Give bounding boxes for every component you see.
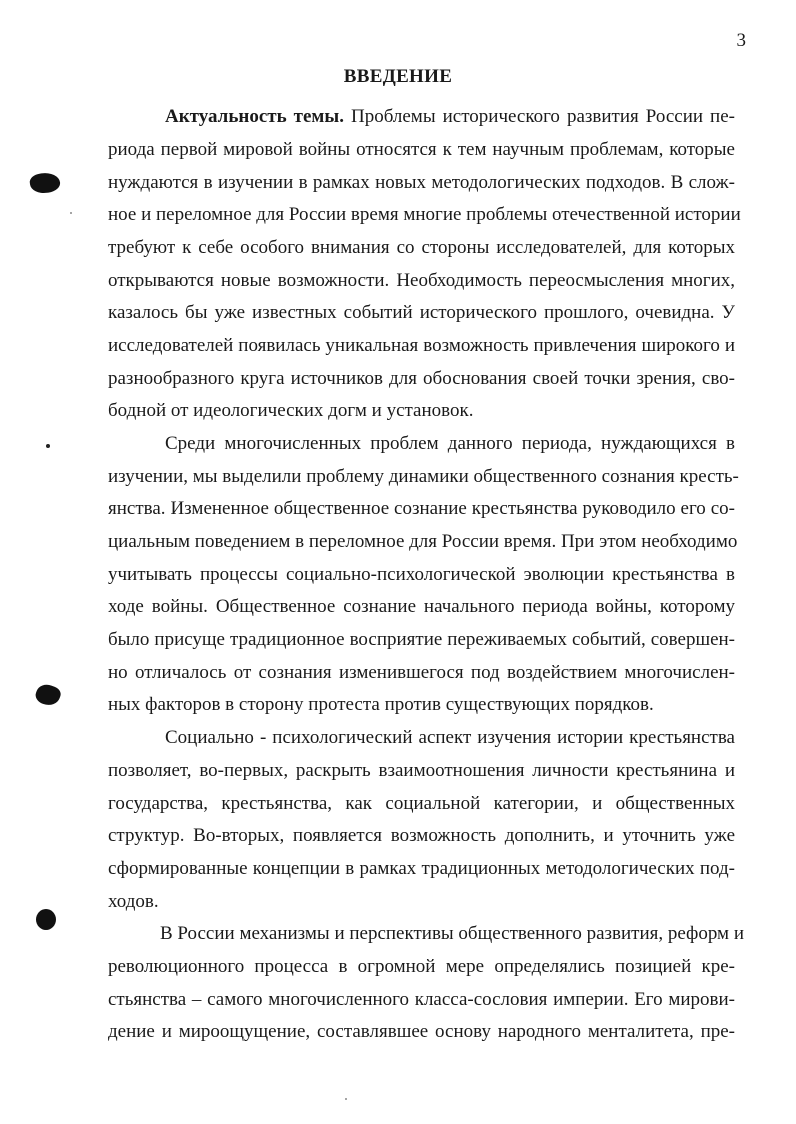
scan-mark — [33, 681, 62, 708]
text-line: было присуще традиционное восприятие переживаемых событий, совершен- — [108, 629, 735, 650]
text-line: В России механизмы и перспективы общественного развития, реформ и — [160, 923, 744, 944]
scan-speck — [345, 1098, 347, 1100]
text-line: Среди многочисленных проблем данного периода, нуждающихся в — [165, 433, 735, 454]
section-heading: ВВЕДЕНИЕ — [343, 66, 453, 87]
text-line: ное и переломное для России время многие проблемы отечественной истории — [108, 204, 741, 225]
text-line: изучении, мы выделили проблему динамики общественного сознания кресть- — [108, 466, 739, 487]
topic-label: Актуальность темы. — [165, 106, 344, 127]
text-line: циальным поведением в переломное для России время. При этом необходимо — [108, 531, 738, 552]
text-line: разнообразного круга источников для обоснования своей точки зрения, сво- — [108, 368, 735, 389]
scan-mark — [29, 171, 61, 195]
text-line: открываются новые возможности. Необходимость переосмысления многих, — [108, 270, 735, 291]
text-line: дение и мироощущение, составлявшее основу народного менталитета, пре- — [108, 1021, 735, 1042]
text-line: нуждаются в изучении в рамках новых методологических подходов. В слож- — [108, 172, 735, 193]
scan-speck — [70, 212, 72, 214]
text-line: риода первой мировой войны относятся к тем научным проблемам, которые — [108, 139, 735, 160]
text-line: структур. Во-вторых, появляется возможность дополнить, и уточнить уже — [108, 825, 735, 846]
text-line: казалось бы уже известных событий исторического прошлого, очевидна. У — [108, 302, 735, 323]
text-line: сформированные концепции в рамках традиционных методологических под- — [108, 858, 735, 879]
text-line: Социально - психологический аспект изучения истории крестьянства — [165, 727, 735, 748]
text-line: позволяет, во-первых, раскрыть взаимоотношения личности крестьянина и — [108, 760, 735, 781]
text-line: ходов. — [108, 891, 159, 912]
scan-speck — [46, 444, 50, 448]
page-number: 3 — [736, 30, 746, 51]
text-line: стьянства – самого многочисленного класса-сословия империи. Его мирови- — [108, 989, 735, 1010]
text-line: ных факторов в сторону протеста против существующих порядков. — [108, 694, 654, 715]
text-span: Проблемы исторического развития России пе- — [343, 106, 735, 127]
scan-mark — [36, 909, 56, 930]
text-line: ходе войны. Общественное сознание начального периода войны, которому — [108, 596, 735, 617]
text-line: требуют к себе особого внимания со стороны исследователей, для которых — [108, 237, 735, 258]
text-line: революционного процесса в огромной мере определялись позицией кре- — [108, 956, 735, 977]
text-line: бодной от идеологических догм и установок. — [108, 400, 474, 421]
text-line: государства, крестьянства, как социальной категории, и общественных — [108, 793, 735, 814]
text-line — [165, 107, 735, 126]
text-line: учитывать процессы социально-психологической эволюции крестьянства в — [108, 564, 735, 585]
text-line: но отличалось от сознания изменившегося под воздействием многочислен- — [108, 662, 735, 683]
text-line: исследователей появилась уникальная возможность привлечения широкого и — [108, 335, 735, 356]
text-line: янства. Измененное общественное сознание крестьянства руководило его со- — [108, 498, 735, 519]
